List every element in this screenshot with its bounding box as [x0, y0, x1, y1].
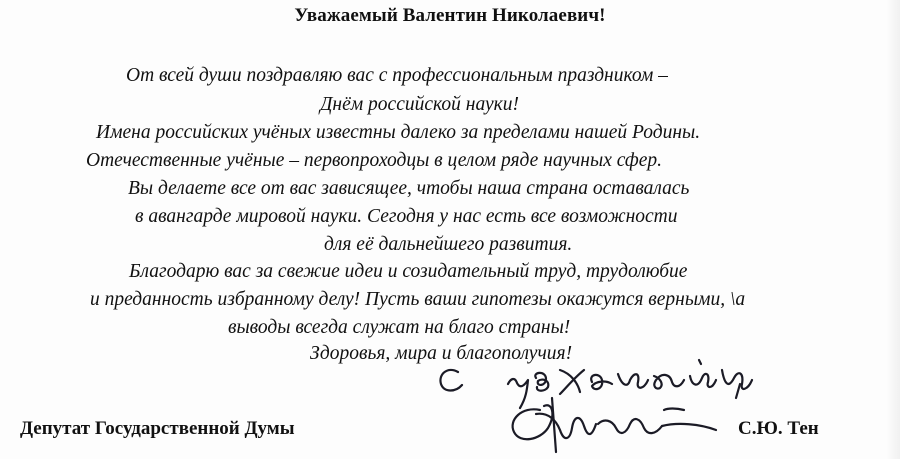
sender-title: Депутат Государственной Думы [20, 418, 295, 439]
letter-line-7: для её дальнейшего развития. [324, 234, 573, 255]
signature-scribble [513, 398, 716, 452]
scan-edge-shadow [886, 0, 900, 459]
sender-name: С.Ю. Тен [738, 418, 819, 439]
letter-line-5: Вы делаете все от вас зависящее, чтобы наша страна оставалась [128, 178, 690, 199]
letter-line-9: и преданность избранному делу! Пусть ваши гипотезы окажутся верными, \а [90, 289, 746, 310]
letter-line-3: Имена российских учёных известны далеко за пределами нашей Родины. [96, 122, 701, 143]
letter-line-8: Благодарю вас за свежие идеи и созидательный труд, трудолюбие [129, 261, 688, 282]
letter-line-10: выводы всегда служат на благо страны! [228, 317, 571, 338]
letter-line-6: в авангарде мировой науки. Сегодня у нас есть все возможности [135, 206, 678, 227]
letter-line-2: Днём российской науки! [320, 94, 519, 115]
letter-line-4: Отечественные учёные – первопроходцы в целом ряде научных сфер. [86, 150, 663, 171]
letter-line-11: Здоровья, мира и благополучия! [310, 343, 573, 364]
handwritten-closing [440, 360, 752, 408]
letter-line-1: От всей души поздравляю вас с профессиональным праздником – [126, 65, 668, 86]
salutation-heading: Уважаемый Валентин Николаевич! [294, 5, 606, 26]
